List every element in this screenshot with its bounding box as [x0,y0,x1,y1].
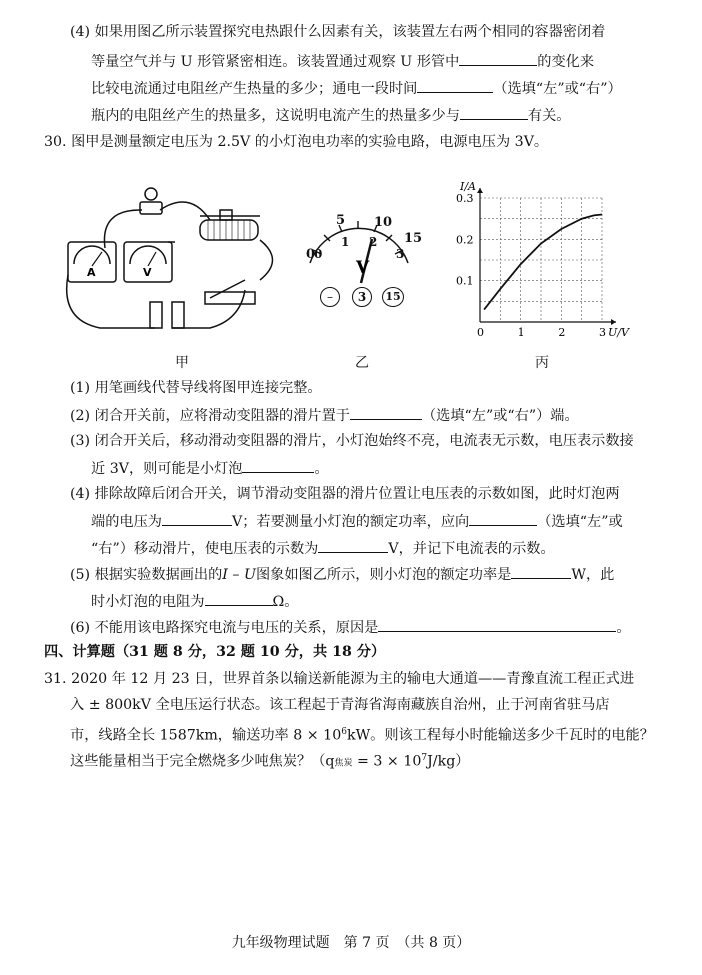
rheostat-slider[interactable] [220,210,232,220]
q30-intro: 30. 图甲是测量额定电压为 2.5V 的小灯泡电功率的实验电路，电源电压为 3V。 [44,134,549,150]
wire [160,202,210,220]
dial-tick-5: 5 [336,213,346,228]
x-tick-label: 0 [477,326,484,339]
text: 时小灯泡的电阻为 [91,594,205,610]
q30-part3-line2 [91,457,329,479]
answer-blank-direction[interactable] [469,510,537,526]
circuit-figure [60,180,285,340]
q30-part6 [70,616,631,638]
answer-blank-voltage[interactable] [162,510,232,526]
voltmeter-dial [296,205,421,315]
dial-bottom-0: 0 [314,247,323,261]
x-tick-label: 2 [558,326,566,339]
battery-cell [172,302,184,328]
text: 的变化来 [537,54,595,70]
y-axis-arrow [477,188,483,193]
dial-zero-top: 0 [306,247,316,262]
iu-chart [450,176,640,346]
text: 。 [314,461,329,477]
q30-part4-line2 [91,510,623,532]
text: V；若要测量小灯泡的额定功率，应向 [231,514,470,530]
figure-label-yi: 乙 [355,355,369,371]
answer-blank-factor[interactable] [460,104,528,120]
x-axis-arrow [611,319,616,325]
q29-4-line1: (4) 如果用图乙所示装置探究电热跟什么因素有关，该装置左右两个相同的容器密闭着 [70,24,606,40]
voltmeter-letter: V [143,266,152,279]
q29-4-line4 [91,104,570,126]
q31-line4 [70,748,469,774]
text: 瓶内的电阻丝产生的热量多，这说明电流产生的热量多少与 [91,108,460,124]
figure-label-jia: 甲 [175,355,189,371]
dial-arc [296,205,421,285]
x-tick-label: 1 [517,326,525,339]
answer-blank-left-right[interactable] [417,77,493,93]
q30-part5-line1 [70,563,614,585]
figure-label-bing: 丙 [535,355,549,371]
answer-blank-rated-voltage[interactable] [318,537,388,553]
text: 等量空气并与 U 形管紧密相连。该装置通过观察 U 形管中 [91,54,460,70]
text: 。 [616,620,631,636]
text: (6) 不能用该电路探究电流与电压的关系，原因是 [70,620,379,636]
ammeter-scale [74,246,110,264]
dial-unit: V [356,258,370,278]
q30-part1: (1) 用笔画线代替导线将图甲连接完整。 [70,380,322,396]
voltmeter-needle [148,252,156,266]
q30-part2 [70,404,579,426]
y-tick-label: 0.2 [456,233,474,247]
text: （选填“左”或 [537,514,623,530]
exponent: 7 [421,753,428,763]
text: （选填“左”或“右”）端。 [421,408,579,424]
text: 市，线路全长 1587km，输送功率 8 × 10 [70,727,342,744]
text: （选填“左”或“右”） [493,81,622,97]
q30-part5-line2 [91,590,298,612]
q31-line1: 31. 2020 年 12 月 23 日，世界首条以输送新能源为主的输电大通道——青豫直流工程正式进 [44,671,635,687]
wire [260,240,273,280]
answer-blank-reason[interactable] [378,616,616,632]
terminal-3: 3 [352,287,372,307]
q30-part3-line1: (3) 闭合开关后，移动滑动变阻器的滑片，小灯泡始终不亮，电流表无示数，电压表示数接 [70,433,634,449]
text: Ω。 [272,594,299,610]
answer-blank-resistance[interactable] [205,590,273,606]
rheostat-coil [200,220,258,240]
q31-line3 [70,722,654,746]
y-axis-label: I/A [460,180,476,193]
wire [67,275,155,328]
y-tick-label: 0.3 [456,192,474,205]
text: V，并记下电流表的示数。 [388,541,555,557]
dial-tick-15: 15 [404,231,423,246]
dial-tick-10: 10 [374,215,393,230]
text: = 3 × 10 [352,753,422,770]
q29-4-line3 [91,77,622,99]
q30-part4-line1: (4) 排除故障后闭合开关，调节滑动变阻器的滑片位置让电压表的示数如图，此时灯泡两 [70,486,620,502]
text: W，此 [571,567,615,583]
x-tick-label: 3 [599,326,606,339]
answer-blank-power[interactable] [511,563,571,579]
y-tick-label: 0.1 [456,274,474,288]
section-heading: 四、计算题（31 题 8 分，32 题 10 分，共 18 分） [44,644,386,660]
text: “右”）移动滑片，使电压表的示数为 [91,541,319,557]
dial-bottom-2: 2 [369,235,378,249]
x-axis-label: U/V [608,326,629,339]
terminal-negative: – [320,287,340,307]
ammeter-letter: A [87,266,96,279]
answer-blank-fault[interactable] [242,457,314,473]
bulb-holder [140,202,162,214]
ammeter-needle [92,252,102,266]
exponent: 6 [341,727,347,737]
iu-label: I – U [222,567,256,583]
bulb-icon [145,188,157,200]
text: 比较电流通过电阻丝产生热量的多少；通电一段时间 [91,81,418,97]
switch-base [205,292,255,304]
text: 端的电压为 [91,514,162,530]
text: kW。则该工程每小时能输送多少千瓦时的电能？ [346,727,654,744]
text: 有关。 [527,108,571,124]
switch-knife[interactable] [210,280,245,298]
voltmeter-scale [130,246,166,264]
wire [172,290,245,328]
text: 近 3V，则可能是小灯泡 [91,461,243,477]
page-footer: 九年级物理试题 第 7 页 （共 8 页） [231,935,471,951]
text: 这些能量相当于完全燃烧多少吨焦炭？（q [70,753,335,770]
text: 图象如图乙所示，则小灯泡的额定功率是 [255,567,512,583]
text: J/kg） [427,753,470,770]
q31-line2: 入 ± 800kV 全电压运行状态。该工程起于青海省海南藏族自治州，止于河南省驻马店 [70,697,610,713]
battery-cell [150,302,162,328]
dial-bottom-1: 1 [341,235,350,249]
iu-curve [484,215,602,310]
text: (5) 根据实验数据画出的 [70,567,223,583]
terminal-15: 15 [382,287,404,307]
answer-blank-ushape[interactable] [459,50,537,66]
answer-blank-slider-end[interactable] [350,404,422,420]
dial-bottom-3: 3 [396,247,405,261]
text: (2) 闭合开关前，应将滑动变阻器的滑片置于 [70,408,350,424]
q30-part4-line3 [91,537,555,559]
subscript: 焦炭 [334,758,353,769]
q29-4-line2 [91,50,594,72]
